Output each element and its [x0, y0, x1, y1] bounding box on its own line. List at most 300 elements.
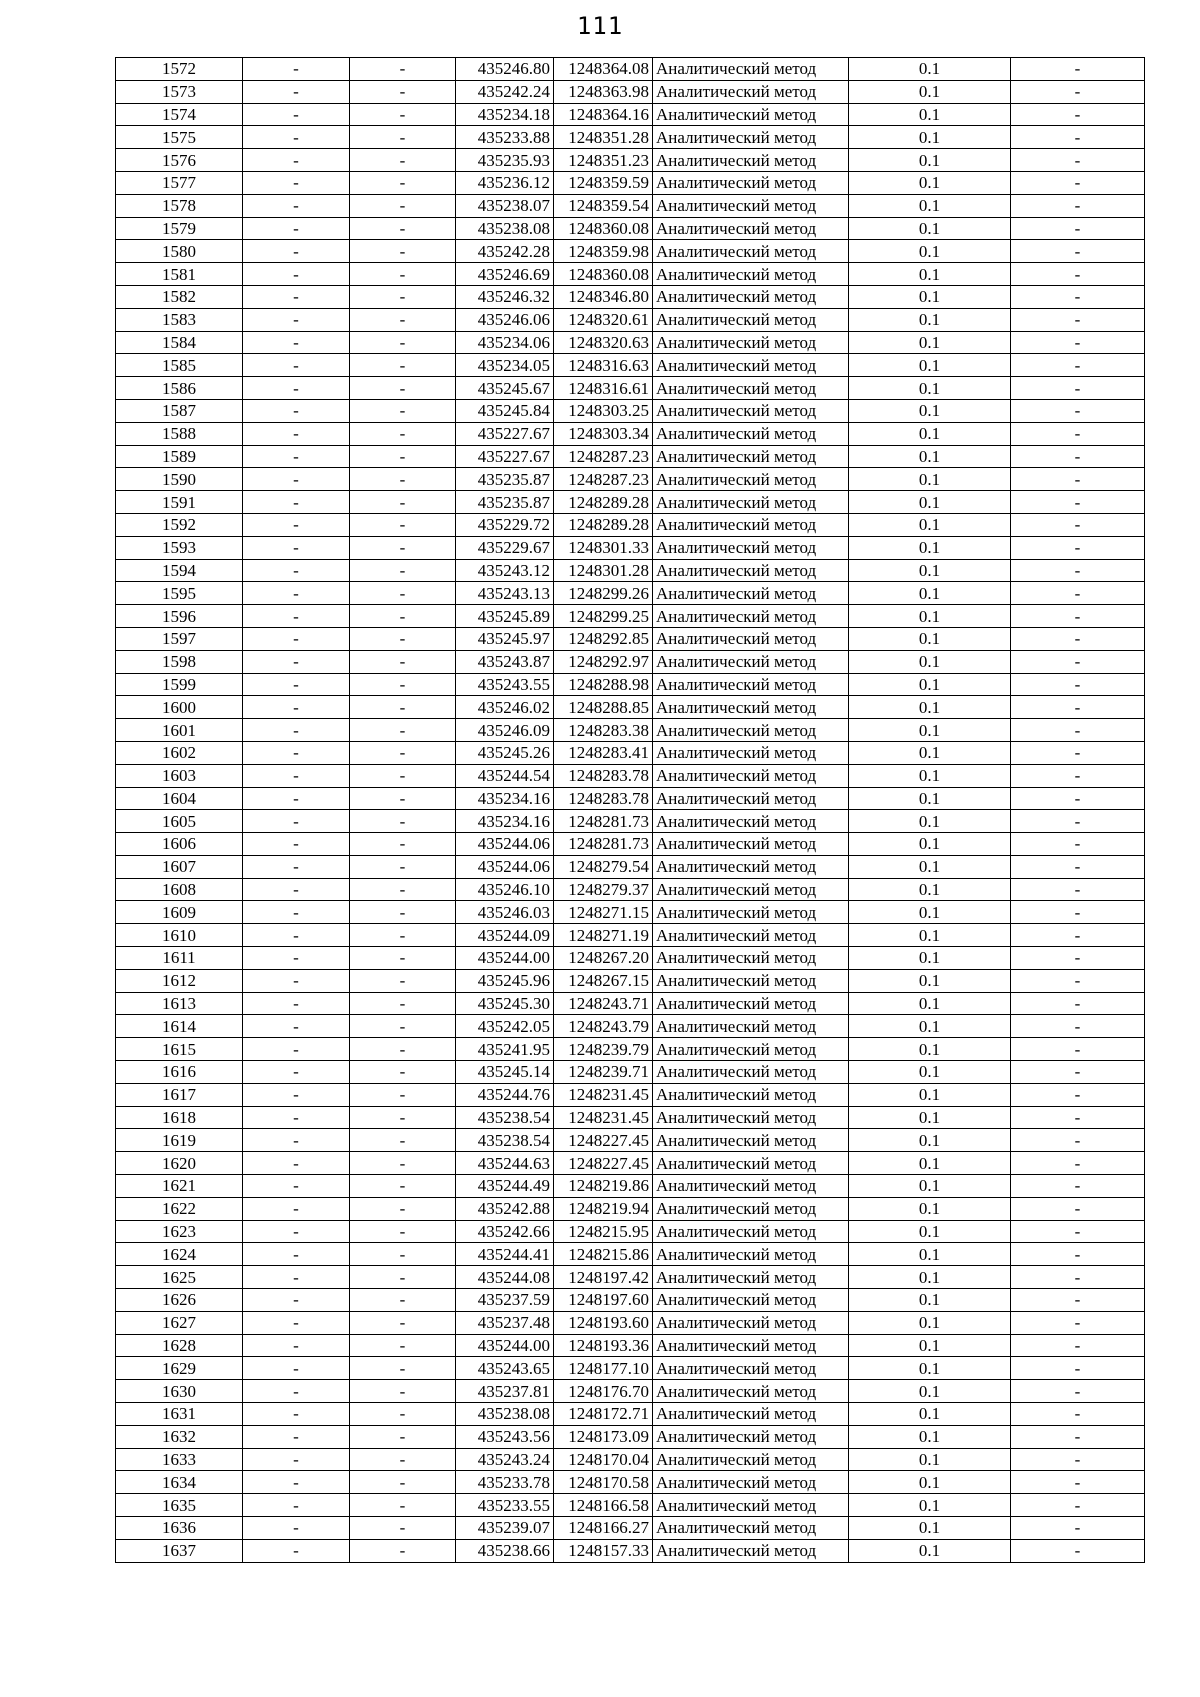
- method-cell: Аналитический метод: [653, 58, 849, 81]
- empty-cell-c: -: [1011, 810, 1145, 833]
- empty-cell-b: -: [350, 331, 456, 354]
- x-coordinate-cell: 435238.08: [456, 217, 554, 240]
- empty-cell-c: -: [1011, 1220, 1145, 1243]
- empty-cell-b: -: [350, 240, 456, 263]
- y-coordinate-cell: 1248360.08: [554, 263, 653, 286]
- table-row: [116, 559, 1145, 582]
- empty-cell-b: -: [350, 1517, 456, 1540]
- x-coordinate-cell: 435243.12: [456, 559, 554, 582]
- table-row: [116, 627, 1145, 650]
- table-row: [116, 787, 1145, 810]
- x-coordinate-cell: 435242.88: [456, 1197, 554, 1220]
- y-coordinate-cell: 1248351.28: [554, 126, 653, 149]
- x-coordinate-cell: 435234.18: [456, 103, 554, 126]
- table-row: [116, 764, 1145, 787]
- x-coordinate-cell: 435235.87: [456, 468, 554, 491]
- method-cell: Аналитический метод: [653, 1289, 849, 1312]
- point-number-cell: 1608: [116, 878, 243, 901]
- point-number-cell: 1629: [116, 1357, 243, 1380]
- x-coordinate-cell: 435245.67: [456, 377, 554, 400]
- method-cell: Аналитический метод: [653, 194, 849, 217]
- empty-cell-b: -: [350, 696, 456, 719]
- accuracy-cell: 0.1: [849, 80, 1011, 103]
- table-row: [116, 513, 1145, 536]
- empty-cell-a: -: [243, 1334, 350, 1357]
- table-row: [116, 1403, 1145, 1426]
- empty-cell-b: -: [350, 992, 456, 1015]
- accuracy-cell: 0.1: [849, 582, 1011, 605]
- point-number-cell: 1577: [116, 171, 243, 194]
- point-number-cell: 1603: [116, 764, 243, 787]
- empty-cell-a: -: [243, 1243, 350, 1266]
- accuracy-cell: 0.1: [849, 1334, 1011, 1357]
- empty-cell-b: -: [350, 217, 456, 240]
- empty-cell-c: -: [1011, 696, 1145, 719]
- y-coordinate-cell: 1248359.59: [554, 171, 653, 194]
- accuracy-cell: 0.1: [849, 1448, 1011, 1471]
- method-cell: Аналитический метод: [653, 1015, 849, 1038]
- point-number-cell: 1581: [116, 263, 243, 286]
- accuracy-cell: 0.1: [849, 58, 1011, 81]
- empty-cell-a: -: [243, 171, 350, 194]
- accuracy-cell: 0.1: [849, 491, 1011, 514]
- empty-cell-c: -: [1011, 833, 1145, 856]
- y-coordinate-cell: 1248231.45: [554, 1106, 653, 1129]
- table-row: [116, 422, 1145, 445]
- x-coordinate-cell: 435235.93: [456, 149, 554, 172]
- table-row: [116, 194, 1145, 217]
- empty-cell-b: -: [350, 194, 456, 217]
- empty-cell-a: -: [243, 1425, 350, 1448]
- empty-cell-b: -: [350, 1448, 456, 1471]
- empty-cell-c: -: [1011, 149, 1145, 172]
- empty-cell-a: -: [243, 103, 350, 126]
- empty-cell-a: -: [243, 58, 350, 81]
- y-coordinate-cell: 1248299.25: [554, 605, 653, 628]
- accuracy-cell: 0.1: [849, 673, 1011, 696]
- method-cell: Аналитический метод: [653, 924, 849, 947]
- x-coordinate-cell: 435246.02: [456, 696, 554, 719]
- y-coordinate-cell: 1248227.45: [554, 1129, 653, 1152]
- method-cell: Аналитический метод: [653, 354, 849, 377]
- table-row: [116, 1311, 1145, 1334]
- point-number-cell: 1604: [116, 787, 243, 810]
- y-coordinate-cell: 1248197.42: [554, 1266, 653, 1289]
- y-coordinate-cell: 1248303.25: [554, 399, 653, 422]
- table-row: [116, 1357, 1145, 1380]
- point-number-cell: 1607: [116, 855, 243, 878]
- method-cell: Аналитический метод: [653, 1334, 849, 1357]
- accuracy-cell: 0.1: [849, 787, 1011, 810]
- accuracy-cell: 0.1: [849, 969, 1011, 992]
- accuracy-cell: 0.1: [849, 605, 1011, 628]
- y-coordinate-cell: 1248239.79: [554, 1038, 653, 1061]
- empty-cell-c: -: [1011, 263, 1145, 286]
- table-row: [116, 445, 1145, 468]
- point-number-cell: 1601: [116, 719, 243, 742]
- point-number-cell: 1624: [116, 1243, 243, 1266]
- empty-cell-c: -: [1011, 719, 1145, 742]
- y-coordinate-cell: 1248172.71: [554, 1403, 653, 1426]
- table-row: [116, 536, 1145, 559]
- point-number-cell: 1578: [116, 194, 243, 217]
- y-coordinate-cell: 1248215.86: [554, 1243, 653, 1266]
- empty-cell-c: -: [1011, 650, 1145, 673]
- accuracy-cell: 0.1: [849, 171, 1011, 194]
- empty-cell-a: -: [243, 582, 350, 605]
- point-number-cell: 1633: [116, 1448, 243, 1471]
- method-cell: Аналитический метод: [653, 422, 849, 445]
- x-coordinate-cell: 435243.65: [456, 1357, 554, 1380]
- empty-cell-c: -: [1011, 627, 1145, 650]
- table-row: [116, 240, 1145, 263]
- point-number-cell: 1597: [116, 627, 243, 650]
- y-coordinate-cell: 1248292.85: [554, 627, 653, 650]
- y-coordinate-cell: 1248219.94: [554, 1197, 653, 1220]
- table-row: [116, 58, 1145, 81]
- method-cell: Аналитический метод: [653, 810, 849, 833]
- table-row: [116, 331, 1145, 354]
- empty-cell-b: -: [350, 1129, 456, 1152]
- point-number-cell: 1600: [116, 696, 243, 719]
- y-coordinate-cell: 1248363.98: [554, 80, 653, 103]
- table-row: [116, 399, 1145, 422]
- y-coordinate-cell: 1248279.37: [554, 878, 653, 901]
- accuracy-cell: 0.1: [849, 103, 1011, 126]
- table-row: [116, 263, 1145, 286]
- point-number-cell: 1625: [116, 1266, 243, 1289]
- empty-cell-c: -: [1011, 80, 1145, 103]
- empty-cell-c: -: [1011, 947, 1145, 970]
- point-number-cell: 1636: [116, 1517, 243, 1540]
- accuracy-cell: 0.1: [849, 240, 1011, 263]
- table-row: [116, 605, 1145, 628]
- table-row: [116, 217, 1145, 240]
- empty-cell-a: -: [243, 559, 350, 582]
- method-cell: Аналитический метод: [653, 559, 849, 582]
- x-coordinate-cell: 435241.95: [456, 1038, 554, 1061]
- point-number-cell: 1587: [116, 399, 243, 422]
- empty-cell-c: -: [1011, 741, 1145, 764]
- x-coordinate-cell: 435246.80: [456, 58, 554, 81]
- x-coordinate-cell: 435243.24: [456, 1448, 554, 1471]
- empty-cell-b: -: [350, 1175, 456, 1198]
- empty-cell-a: -: [243, 1175, 350, 1198]
- empty-cell-b: -: [350, 833, 456, 856]
- empty-cell-c: -: [1011, 513, 1145, 536]
- x-coordinate-cell: 435237.59: [456, 1289, 554, 1312]
- x-coordinate-cell: 435238.07: [456, 194, 554, 217]
- empty-cell-b: -: [350, 263, 456, 286]
- method-cell: Аналитический метод: [653, 947, 849, 970]
- table-row: [116, 719, 1145, 742]
- empty-cell-c: -: [1011, 422, 1145, 445]
- empty-cell-c: -: [1011, 1448, 1145, 1471]
- empty-cell-c: -: [1011, 582, 1145, 605]
- empty-cell-b: -: [350, 354, 456, 377]
- method-cell: Аналитический метод: [653, 491, 849, 514]
- x-coordinate-cell: 435243.56: [456, 1425, 554, 1448]
- y-coordinate-cell: 1248271.15: [554, 901, 653, 924]
- method-cell: Аналитический метод: [653, 1129, 849, 1152]
- empty-cell-b: -: [350, 878, 456, 901]
- empty-cell-a: -: [243, 764, 350, 787]
- accuracy-cell: 0.1: [849, 149, 1011, 172]
- empty-cell-b: -: [350, 377, 456, 400]
- accuracy-cell: 0.1: [849, 901, 1011, 924]
- point-number-cell: 1590: [116, 468, 243, 491]
- accuracy-cell: 0.1: [849, 627, 1011, 650]
- empty-cell-c: -: [1011, 1175, 1145, 1198]
- accuracy-cell: 0.1: [849, 741, 1011, 764]
- empty-cell-b: -: [350, 605, 456, 628]
- method-cell: Аналитический метод: [653, 1038, 849, 1061]
- empty-cell-a: -: [243, 1539, 350, 1562]
- accuracy-cell: 0.1: [849, 399, 1011, 422]
- y-coordinate-cell: 1248176.70: [554, 1380, 653, 1403]
- y-coordinate-cell: 1248288.85: [554, 696, 653, 719]
- point-number-cell: 1605: [116, 810, 243, 833]
- empty-cell-c: -: [1011, 240, 1145, 263]
- method-cell: Аналитический метод: [653, 285, 849, 308]
- empty-cell-b: -: [350, 513, 456, 536]
- y-coordinate-cell: 1248287.23: [554, 468, 653, 491]
- method-cell: Аналитический метод: [653, 1083, 849, 1106]
- y-coordinate-cell: 1248239.71: [554, 1061, 653, 1084]
- empty-cell-c: -: [1011, 1357, 1145, 1380]
- empty-cell-a: -: [243, 217, 350, 240]
- empty-cell-c: -: [1011, 969, 1145, 992]
- x-coordinate-cell: 435245.96: [456, 969, 554, 992]
- accuracy-cell: 0.1: [849, 924, 1011, 947]
- empty-cell-c: -: [1011, 1197, 1145, 1220]
- method-cell: Аналитический метод: [653, 969, 849, 992]
- point-number-cell: 1620: [116, 1152, 243, 1175]
- x-coordinate-cell: 435245.30: [456, 992, 554, 1015]
- y-coordinate-cell: 1248320.61: [554, 308, 653, 331]
- method-cell: Аналитический метод: [653, 377, 849, 400]
- empty-cell-c: -: [1011, 855, 1145, 878]
- empty-cell-c: -: [1011, 764, 1145, 787]
- table-row: [116, 1425, 1145, 1448]
- table-row: [116, 354, 1145, 377]
- empty-cell-c: -: [1011, 1061, 1145, 1084]
- x-coordinate-cell: 435245.84: [456, 399, 554, 422]
- table-row: [116, 1175, 1145, 1198]
- point-number-cell: 1592: [116, 513, 243, 536]
- table-row: [116, 1494, 1145, 1517]
- x-coordinate-cell: 435238.54: [456, 1129, 554, 1152]
- table-row: [116, 1083, 1145, 1106]
- method-cell: Аналитический метод: [653, 787, 849, 810]
- method-cell: Аналитический метод: [653, 605, 849, 628]
- method-cell: Аналитический метод: [653, 149, 849, 172]
- empty-cell-a: -: [243, 331, 350, 354]
- accuracy-cell: 0.1: [849, 1517, 1011, 1540]
- empty-cell-b: -: [350, 1220, 456, 1243]
- empty-cell-b: -: [350, 1197, 456, 1220]
- y-coordinate-cell: 1248292.97: [554, 650, 653, 673]
- empty-cell-b: -: [350, 285, 456, 308]
- empty-cell-b: -: [350, 1083, 456, 1106]
- empty-cell-b: -: [350, 810, 456, 833]
- table-row: [116, 103, 1145, 126]
- accuracy-cell: 0.1: [849, 1038, 1011, 1061]
- x-coordinate-cell: 435246.69: [456, 263, 554, 286]
- x-coordinate-cell: 435244.00: [456, 947, 554, 970]
- empty-cell-c: -: [1011, 58, 1145, 81]
- y-coordinate-cell: 1248299.26: [554, 582, 653, 605]
- y-coordinate-cell: 1248364.16: [554, 103, 653, 126]
- x-coordinate-cell: 435246.32: [456, 285, 554, 308]
- x-coordinate-cell: 435237.81: [456, 1380, 554, 1403]
- method-cell: Аналитический метод: [653, 764, 849, 787]
- x-coordinate-cell: 435246.10: [456, 878, 554, 901]
- method-cell: Аналитический метод: [653, 992, 849, 1015]
- empty-cell-c: -: [1011, 468, 1145, 491]
- y-coordinate-cell: 1248279.54: [554, 855, 653, 878]
- point-number-cell: 1610: [116, 924, 243, 947]
- y-coordinate-cell: 1248193.36: [554, 1334, 653, 1357]
- x-coordinate-cell: 435242.24: [456, 80, 554, 103]
- point-number-cell: 1635: [116, 1494, 243, 1517]
- y-coordinate-cell: 1248346.80: [554, 285, 653, 308]
- table-row: [116, 924, 1145, 947]
- empty-cell-c: -: [1011, 377, 1145, 400]
- accuracy-cell: 0.1: [849, 1539, 1011, 1562]
- x-coordinate-cell: 435244.76: [456, 1083, 554, 1106]
- table-row: [116, 1038, 1145, 1061]
- point-number-cell: 1630: [116, 1380, 243, 1403]
- empty-cell-a: -: [243, 673, 350, 696]
- method-cell: Аналитический метод: [653, 673, 849, 696]
- empty-cell-c: -: [1011, 1403, 1145, 1426]
- empty-cell-c: -: [1011, 878, 1145, 901]
- empty-cell-c: -: [1011, 1152, 1145, 1175]
- accuracy-cell: 0.1: [849, 1175, 1011, 1198]
- method-cell: Аналитический метод: [653, 901, 849, 924]
- y-coordinate-cell: 1248173.09: [554, 1425, 653, 1448]
- method-cell: Аналитический метод: [653, 878, 849, 901]
- empty-cell-a: -: [243, 1448, 350, 1471]
- y-coordinate-cell: 1248231.45: [554, 1083, 653, 1106]
- accuracy-cell: 0.1: [849, 1425, 1011, 1448]
- point-number-cell: 1576: [116, 149, 243, 172]
- method-cell: Аналитический метод: [653, 536, 849, 559]
- table-row: [116, 1106, 1145, 1129]
- y-coordinate-cell: 1248219.86: [554, 1175, 653, 1198]
- accuracy-cell: 0.1: [849, 468, 1011, 491]
- point-number-cell: 1619: [116, 1129, 243, 1152]
- table-row: [116, 1220, 1145, 1243]
- method-cell: Аналитический метод: [653, 1403, 849, 1426]
- point-number-cell: 1614: [116, 1015, 243, 1038]
- empty-cell-b: -: [350, 1061, 456, 1084]
- x-coordinate-cell: 435242.28: [456, 240, 554, 263]
- method-cell: Аналитический метод: [653, 1380, 849, 1403]
- empty-cell-c: -: [1011, 445, 1145, 468]
- empty-cell-c: -: [1011, 399, 1145, 422]
- empty-cell-c: -: [1011, 673, 1145, 696]
- y-coordinate-cell: 1248170.04: [554, 1448, 653, 1471]
- empty-cell-c: -: [1011, 103, 1145, 126]
- empty-cell-a: -: [243, 240, 350, 263]
- coordinates-table: [115, 57, 1145, 1563]
- empty-cell-c: -: [1011, 1266, 1145, 1289]
- accuracy-cell: 0.1: [849, 696, 1011, 719]
- method-cell: Аналитический метод: [653, 445, 849, 468]
- y-coordinate-cell: 1248320.63: [554, 331, 653, 354]
- empty-cell-b: -: [350, 1471, 456, 1494]
- y-coordinate-cell: 1248283.78: [554, 787, 653, 810]
- empty-cell-a: -: [243, 1311, 350, 1334]
- table-row: [116, 1380, 1145, 1403]
- x-coordinate-cell: 435244.08: [456, 1266, 554, 1289]
- y-coordinate-cell: 1248288.98: [554, 673, 653, 696]
- x-coordinate-cell: 435243.87: [456, 650, 554, 673]
- empty-cell-b: -: [350, 969, 456, 992]
- empty-cell-b: -: [350, 947, 456, 970]
- accuracy-cell: 0.1: [849, 422, 1011, 445]
- empty-cell-b: -: [350, 1243, 456, 1266]
- table-row: [116, 741, 1145, 764]
- point-number-cell: 1579: [116, 217, 243, 240]
- method-cell: Аналитический метод: [653, 1357, 849, 1380]
- point-number-cell: 1609: [116, 901, 243, 924]
- empty-cell-c: -: [1011, 1539, 1145, 1562]
- empty-cell-a: -: [243, 149, 350, 172]
- method-cell: Аналитический метод: [653, 1220, 849, 1243]
- empty-cell-a: -: [243, 1471, 350, 1494]
- table-row: [116, 1539, 1145, 1562]
- accuracy-cell: 0.1: [849, 855, 1011, 878]
- accuracy-cell: 0.1: [849, 445, 1011, 468]
- empty-cell-b: -: [350, 1311, 456, 1334]
- y-coordinate-cell: 1248303.34: [554, 422, 653, 445]
- empty-cell-c: -: [1011, 194, 1145, 217]
- x-coordinate-cell: 435234.06: [456, 331, 554, 354]
- table-row: [116, 377, 1145, 400]
- empty-cell-b: -: [350, 1403, 456, 1426]
- y-coordinate-cell: 1248166.58: [554, 1494, 653, 1517]
- empty-cell-b: -: [350, 491, 456, 514]
- method-cell: Аналитический метод: [653, 741, 849, 764]
- method-cell: Аналитический метод: [653, 1152, 849, 1175]
- empty-cell-b: -: [350, 1539, 456, 1562]
- accuracy-cell: 0.1: [849, 1152, 1011, 1175]
- empty-cell-a: -: [243, 308, 350, 331]
- x-coordinate-cell: 435239.07: [456, 1517, 554, 1540]
- empty-cell-b: -: [350, 80, 456, 103]
- accuracy-cell: 0.1: [849, 513, 1011, 536]
- y-coordinate-cell: 1248359.98: [554, 240, 653, 263]
- empty-cell-a: -: [243, 1403, 350, 1426]
- empty-cell-c: -: [1011, 536, 1145, 559]
- x-coordinate-cell: 435244.63: [456, 1152, 554, 1175]
- point-number-cell: 1623: [116, 1220, 243, 1243]
- empty-cell-b: -: [350, 719, 456, 742]
- y-coordinate-cell: 1248316.61: [554, 377, 653, 400]
- table-row: [116, 582, 1145, 605]
- empty-cell-b: -: [350, 468, 456, 491]
- point-number-cell: 1615: [116, 1038, 243, 1061]
- method-cell: Аналитический метод: [653, 650, 849, 673]
- accuracy-cell: 0.1: [849, 217, 1011, 240]
- empty-cell-a: -: [243, 1266, 350, 1289]
- empty-cell-b: -: [350, 787, 456, 810]
- empty-cell-c: -: [1011, 1334, 1145, 1357]
- accuracy-cell: 0.1: [849, 194, 1011, 217]
